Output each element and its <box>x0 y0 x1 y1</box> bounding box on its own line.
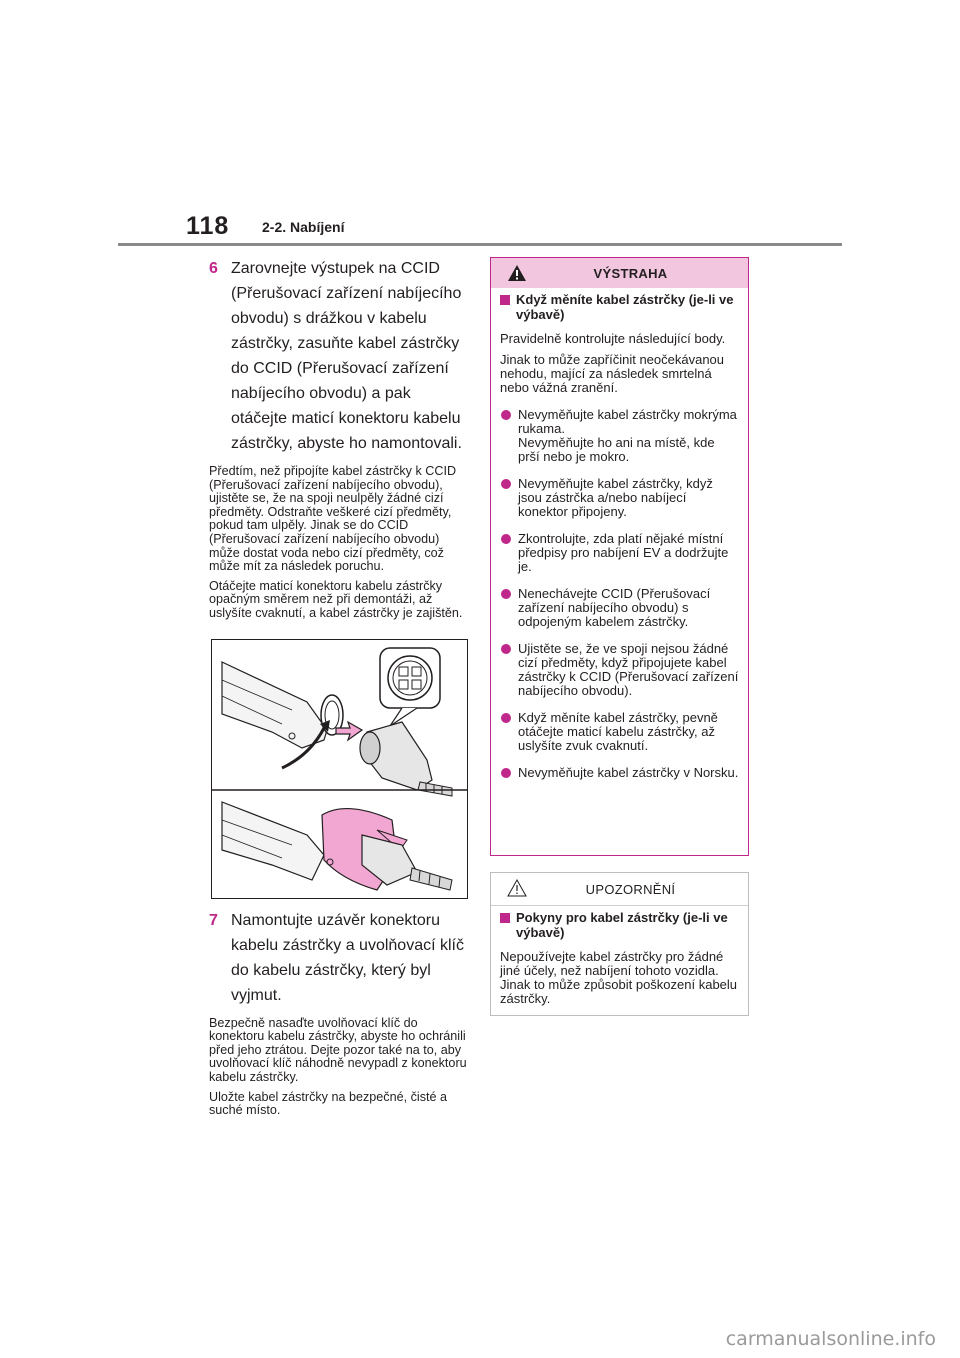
warning-bullet-text: Zkontrolujte, zda platí nějaké místní předpisy pro nabíjení EV a dodržujte je. <box>518 531 729 574</box>
section-title: 2-2. Nabíjení <box>262 219 345 235</box>
warning-bullet-text: Nevyměňujte kabel zástrčky, když jsou zástrčka a/nebo nabíjecí konektor připojeny. <box>518 476 713 519</box>
step-6 <box>209 256 471 456</box>
caution-box <box>490 872 749 1016</box>
caution-heading-text: Pokyny pro kabel zástrčky (je-li ve výbavě) <box>516 910 728 940</box>
connector-diagram <box>212 640 467 898</box>
note-paragraph-3: Bezpečně nasaďte uvolňovací klíč do konektoru kabelu zástrčky, abyste ho ochránili před jeho ztrátou. Dejte pozor také na to, aby uvolňovací klíč náhodně nevypadl z konektoru kabelu zástrčky. <box>209 1015 467 1084</box>
warning-paragraph-2: Jinak to může zapříčinit neočekávanou nehodu, mající za následek smrtelná nebo vážná zranění. <box>500 352 725 395</box>
warning-title: VÝSTRAHA <box>593 265 668 281</box>
warning-paragraph-1: Pravidelně kontrolujte následující body. <box>500 331 726 346</box>
warning-bullet-item <box>500 766 739 780</box>
header-divider <box>118 243 842 246</box>
warning-bullet-text: Nevyměňujte kabel zástrčky mokrýma rukama. Nevyměňujte ho ani na místě, kde prší nebo je mokro. <box>518 407 737 464</box>
warning-bullet-item <box>500 642 739 698</box>
round-bullet-icon <box>501 534 511 544</box>
warning-bullet-text: Když měníte kabel zástrčky, pevně otáčejte maticí kabelu zástrčky, až uslyšíte zvuk cvaknutí. <box>518 710 718 753</box>
caution-title: UPOZORNĚNÍ <box>585 881 676 897</box>
caution-paragraph: Nepoužívejte kabel zástrčky pro žádné jiné účely, než nabíjení tohoto vozidla. Jinak to může způsobit poškození kabelu zástrčky. <box>500 949 738 1006</box>
note-paragraph-2: Otáčejte maticí konektoru kabelu zástrčky opačným směrem než při demontáži, až uslyšíte cvaknutí, a kabel zástrčky je zajištěn. <box>209 578 463 620</box>
page-number: 118 <box>186 212 230 240</box>
warning-bullet-item <box>500 711 739 753</box>
connector-illustration <box>211 639 468 899</box>
warning-heading <box>500 293 739 322</box>
step-6-text: Zarovnejte výstupek na CCID (Přerušovací zařízení nabíjecího obvodu) s drážkou v kabelu zástrčky, zasuňte kabel zástrčky do CCID (Přerušovací zařízení nabíjecího obvodu) a pak otáčejte maticí konektoru kabelu zástrčky, abyste ho namontovali. <box>231 260 462 452</box>
note-paragraph-4: Uložte kabel zástrčky na bezpečné, čisté a suché místo. <box>209 1089 448 1118</box>
warning-bullet-item <box>500 408 739 464</box>
warning-bullet-item <box>500 477 739 519</box>
step-7-number: 7 <box>209 911 218 929</box>
warning-bullet-item <box>500 587 739 629</box>
warning-header <box>491 258 748 288</box>
round-bullet-icon <box>501 410 511 420</box>
round-bullet-icon <box>501 479 511 489</box>
step-7 <box>209 908 471 1008</box>
warning-bullet-list <box>500 408 739 780</box>
left-column <box>209 256 471 1118</box>
warning-bullet-text: Nenechávejte CCID (Přerušovací zařízení nabíjecího obvodu) s odpojeným kabelem zástrčky. <box>518 586 711 629</box>
square-bullet-icon <box>500 295 510 305</box>
warning-bullet-text: Nevyměňujte kabel zástrčky v Norsku. <box>518 765 739 780</box>
caution-header <box>491 873 748 906</box>
square-bullet-icon <box>500 913 510 923</box>
warning-icon <box>507 264 527 285</box>
caution-heading <box>500 911 739 940</box>
round-bullet-icon <box>501 768 511 778</box>
warning-bullet-item <box>500 532 739 574</box>
warning-bullet-text: Ujistěte se, že ve spoji nejsou žádné cizí předměty, když připojujete kabel zástrčky k CCID (Přerušovací zařízení nabíjecího obvodu). <box>518 641 739 698</box>
round-bullet-icon <box>501 644 511 654</box>
step-6-number: 6 <box>209 260 218 277</box>
round-bullet-icon <box>501 589 511 599</box>
caution-icon <box>507 879 527 900</box>
step-7-text: Namontujte uzávěr konektoru kabelu zástrčky a uvolňovací klíč do kabelu zástrčky, který byl vyjmut. <box>231 911 464 1004</box>
watermark: carmanualsonline.info <box>725 1328 936 1350</box>
warning-body <box>491 288 748 780</box>
note-paragraph-1: Předtím, než připojíte kabel zástrčky k CCID (Přerušovací zařízení nabíjecího obvodu), ujistěte se, že na spoji neulpěly žádné cizí předměty. Odstraňte veškeré cizí předměty, pokud tam ulpěly. Jinak se do CCID (Přerušovací zařízení nabíjecího obvodu) může dostat voda nebo cizí předměty, což může mít za následek poruchu. <box>209 464 457 574</box>
round-bullet-icon <box>501 713 511 723</box>
warning-box <box>490 257 749 856</box>
warning-heading-text: Když měníte kabel zástrčky (je-li ve výbavě) <box>516 292 734 322</box>
caution-body <box>491 906 748 1006</box>
